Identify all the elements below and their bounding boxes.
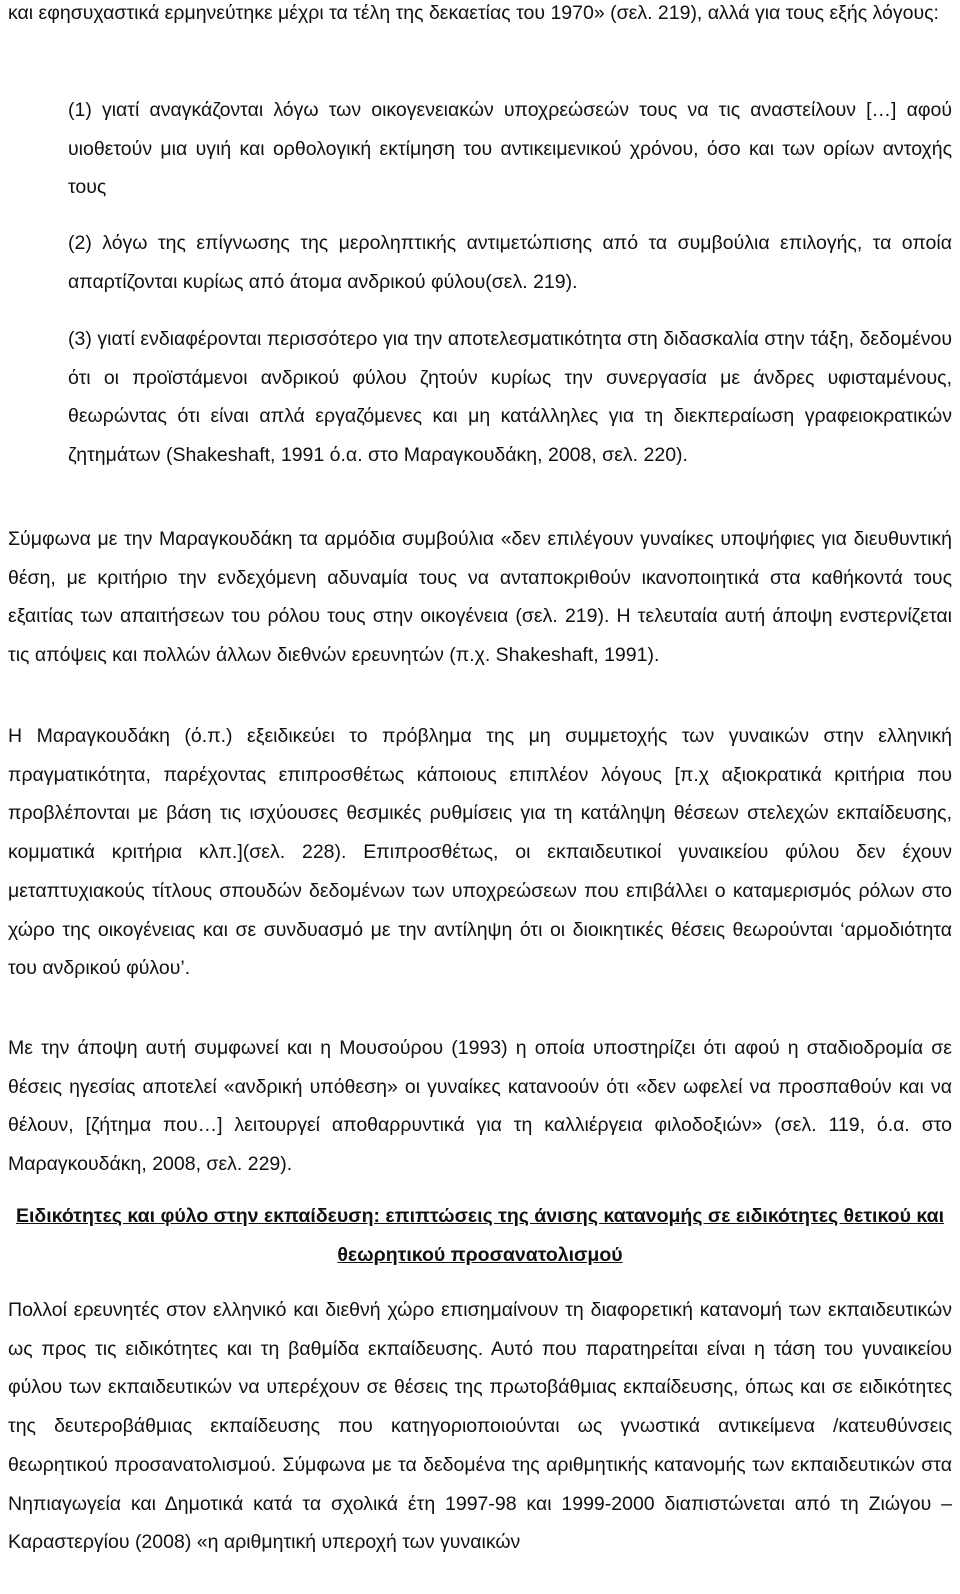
body-paragraph-1: Σύμφωνα με την Μαραγκουδάκη τα αρμόδια συμβούλια «δεν επιλέγουν γυναίκες υποψήφιες για διευθυντική θέση, με κριτήριο την ενδεχόμενη αδυναμία τους να ανταποκριθούν ικανοποιητικά στα καθήκοντά τους εξαιτίας των απαιτήσεων του ρόλου τους στην οικογένεια (σελ. 219). Η τελευταία αυτή άποψη ενστερνίζεται τις απόψεις και πολλών άλλων διεθνών ερευνητών (π.χ. Shakeshaft, 1991). bbox=[8, 528, 952, 667]
intro-paragraph: και εφησυχαστικά ερμηνεύτηκε μέχρι τα τέλη της δεκαετίας του 1970» (σελ. 219), αλλά για τους εξής λόγους: bbox=[8, 2, 939, 24]
reason-3-paragraph: (3) γιατί ενδιαφέρονται περισσότερο για την αποτελεσματικότητα στη διδασκαλία στην τάξη, δεδομένου ότι οι προϊστάμενοι ανδρικού φύλου ζητούν κυρίως την συνεργασία με άνδρες υφισταμένους, θεωρώντας ότι είναι απλά εργαζόμενες και μη κατάλληλες για τη διεκπεραίωση γραφειοκρατικών ζητημάτων (Shakeshaft, 1991 ό.α. στο Μαραγκουδάκη, 2008, σελ. 220). bbox=[68, 328, 952, 467]
body-paragraph-2: Η Μαραγκουδάκη (ό.π.) εξειδικεύει το πρόβλημα της μη συμμετοχής των γυναικών στην ελληνική πραγματικότητα, παρέχοντας επιπροσθέτως κάποιους επιπλέον λόγους [π.χ αξιοκρατικά κριτήρια που προβλέπονται με βάση τις ισχύουσες θεσμικές ρυθμίσεις για τη κατάληψη θέσεων στελεχών εκπαίδευσης, κομματικά κριτήρια κλπ.](σελ. 228). Επιπροσθέτως, οι εκπαιδευτικοί γυναικείου φύλου δεν έχουν μεταπτυχιακούς τίτλους σπουδών δεδομένων των υποχρεώσεων που επιβάλλει ο καταμερισμός ρόλων στο χώρο της οικογένειας και σε συνδυασμό με την αντίληψη ότι οι διοικητικές θέσεις θεωρούνται ‘αρμοδιότητα του ανδρικού φύλου’. bbox=[8, 725, 952, 980]
section-heading: Ειδικότητες και φύλο στην εκπαίδευση: επιπτώσεις της άνισης κατανομής σε ειδικότητες θετικού και θεωρητικού προσανατολισμού bbox=[16, 1205, 944, 1266]
reason-2-paragraph: (2) λόγω της επίγνωσης της μεροληπτικής αντιμετώπισης από τα συμβούλια επιλογής, τα οποία απαρτίζονται κυρίως από άτομα ανδρικού φύλου(σελ. 219). bbox=[68, 232, 952, 293]
body-paragraph-4: Πολλοί ερευνητές στον ελληνικό και διεθνή χώρο επισημαίνουν τη διαφορετική κατανομή των εκπαιδευτικών ως προς τις ειδικότητες και τη βαθμίδα εκπαίδευσης. Αυτό που παρατηρείται είναι η τάση του γυναικείου φύλου των εκπαιδευτικών να υπερέχουν σε θέσεις της πρωτοβάθμιας εκπαίδευσης, όπως και σε ειδικότητες της δευτεροβάθμιας εκπαίδευσης που κατηγοριοποιούνται ως γνωστικά αντικείμενα /κατευθύνσεις θεωρητικού προσανατολισμού. Σύμφωνα με τα δεδομένα της αριθμητικής κατανομής των εκπαιδευτικών στα Νηπιαγωγεία και Δημοτικά κατά τα σχολικά έτη 1997-98 και 1999-2000 διαπιστώνεται από τη Ζιώγου –Καραστεργίου (2008) «η αριθμητική υπεροχή των γυναικών bbox=[8, 1299, 952, 1554]
body-paragraph-3: Με την άποψη αυτή συμφωνεί και η Μουσούρου (1993) η οποία υποστηρίζει ότι αφού η σταδιοδρομία σε θέσεις ηγεσίας αποτελεί «ανδρική υπόθεση» οι γυναίκες κατανοούν ότι «δεν ωφελεί να προσπαθούν και να θέλουν, [ζήτημα που…] λειτουργεί αποθαρρυντικά για τη καλλιέργεια φιλοδοξιών» (σελ. 119, ό.α. στο Μαραγκουδάκη, 2008, σελ. 229). bbox=[8, 1037, 952, 1176]
reason-1-paragraph: (1) γιατί αναγκάζονται λόγω των οικογενειακών υποχρεώσεών τους να τις αναστείλουν […] αφού υιοθετούν μια υγιή και ορθολογική εκτίμηση του αντικειμενικού χρόνου, όσο και των ορίων αντοχής τους bbox=[68, 99, 952, 199]
